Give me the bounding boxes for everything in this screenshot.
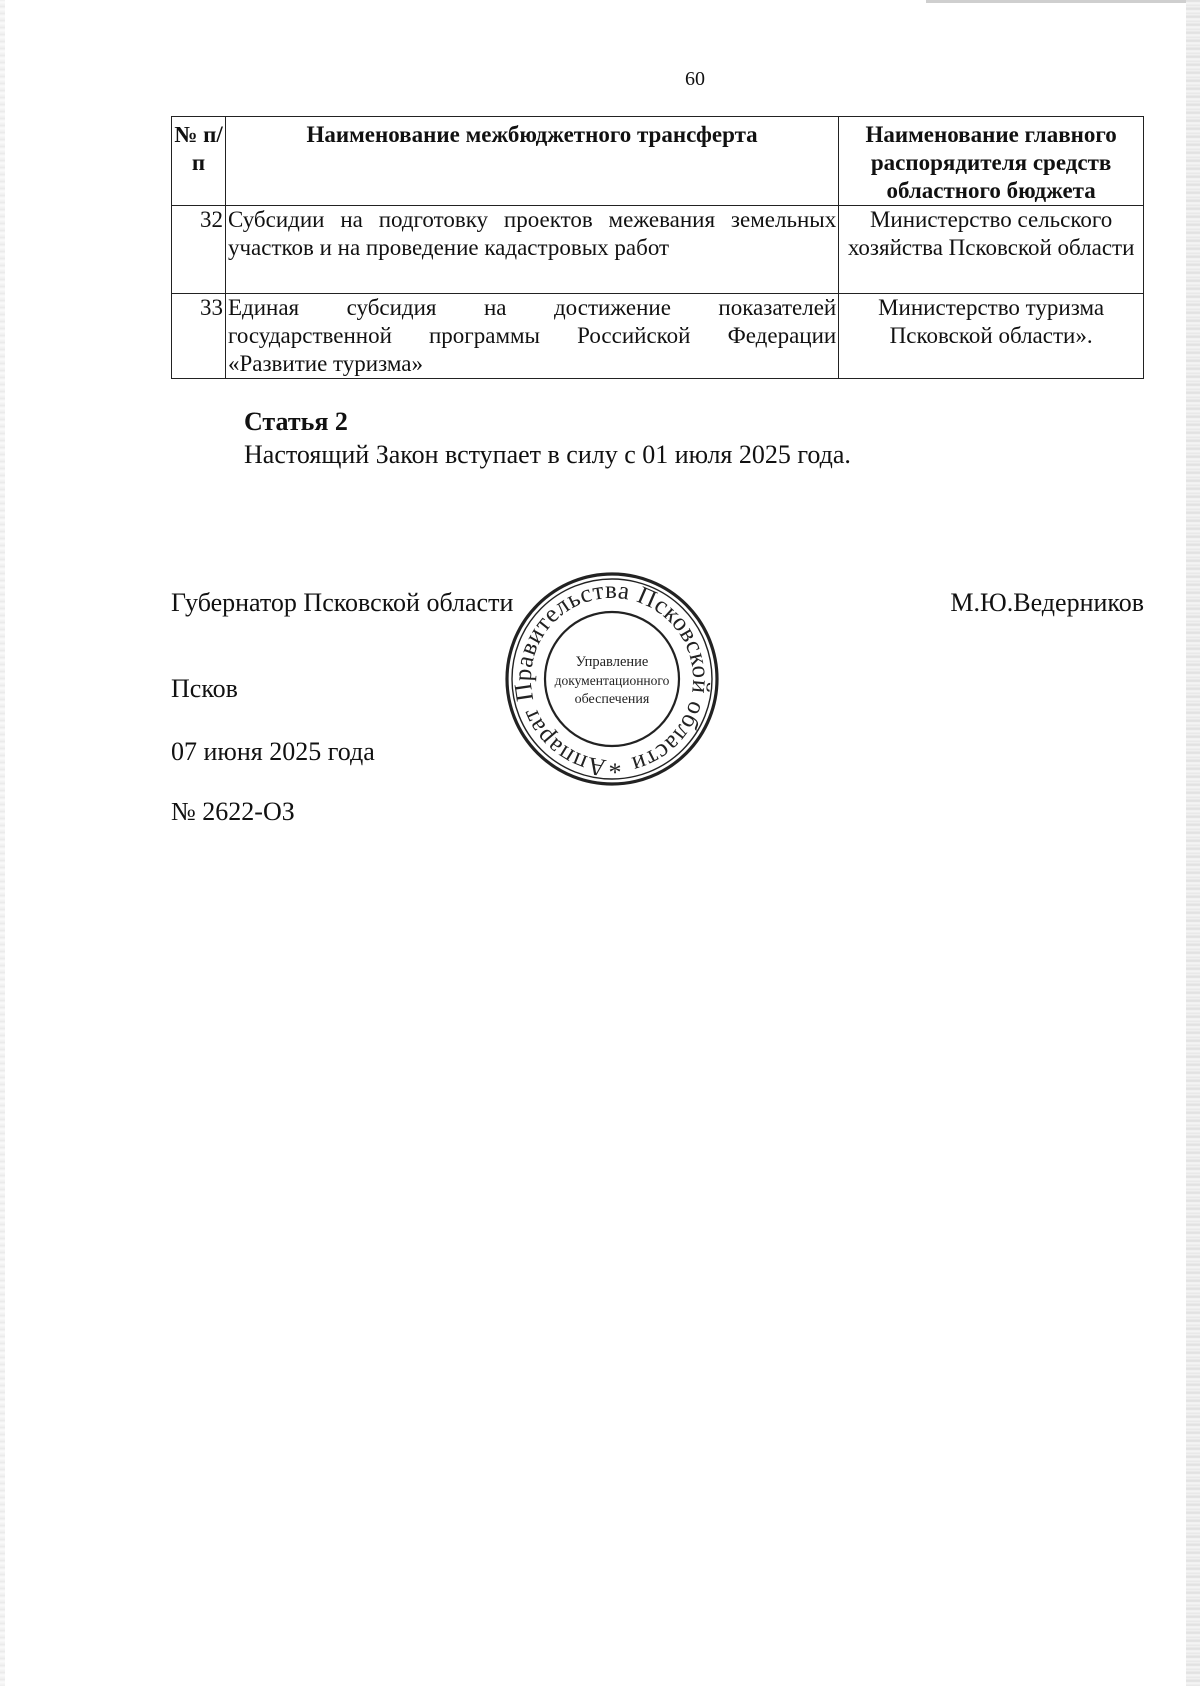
scan-edge-right xyxy=(1186,0,1200,1686)
stamp-star: * xyxy=(608,758,622,787)
page-number: 60 xyxy=(685,68,705,90)
official-stamp xyxy=(503,569,721,789)
governor-name: М.Ю.Ведерников xyxy=(950,588,1144,617)
transfers-table xyxy=(171,116,1144,379)
signing-date: 07 июня 2025 года xyxy=(171,737,375,766)
header-num: № п/п xyxy=(172,117,226,206)
header-name: Наименование межбюджетного трансферта xyxy=(225,117,838,206)
scan-edge-top xyxy=(926,0,1186,3)
header-org: Наименование главного распорядителя средств областного бюджета xyxy=(839,117,1144,206)
stamp-ring-text: Аппарат Правительства Псковской области xyxy=(509,576,715,782)
law-number: № 2622-ОЗ xyxy=(171,797,295,826)
scan-edge-left xyxy=(0,0,5,1686)
article-title: Статья 2 xyxy=(244,407,348,436)
row-num: 32 xyxy=(172,206,226,294)
table-row xyxy=(172,206,1144,294)
table-header-row xyxy=(172,117,1144,206)
article-text: Настоящий Закон вступает в силу с 01 июля 2025 года. xyxy=(244,440,851,469)
row-transfer-name: Единая субсидия на достижение показателей государственной программы Российской Федерации «Развитие туризма» xyxy=(225,294,838,379)
row-organization: Министерство сельского хозяйства Псковской области xyxy=(839,206,1144,294)
stamp-center-line-3: обеспечения xyxy=(574,692,650,707)
row-organization: Министерство туризма Псковской области». xyxy=(839,294,1144,379)
place-of-signing: Псков xyxy=(171,674,238,703)
row-num: 33 xyxy=(172,294,226,379)
row-transfer-name: Субсидии на подготовку проектов межевания земельных участков и на проведение кадастровых работ xyxy=(225,206,838,294)
stamp-center-line-2: документационного xyxy=(554,673,670,688)
stamp-center-line-1: Управление xyxy=(575,654,649,670)
governor-title: Губернатор Псковской области xyxy=(171,588,514,617)
table-row xyxy=(172,294,1144,379)
